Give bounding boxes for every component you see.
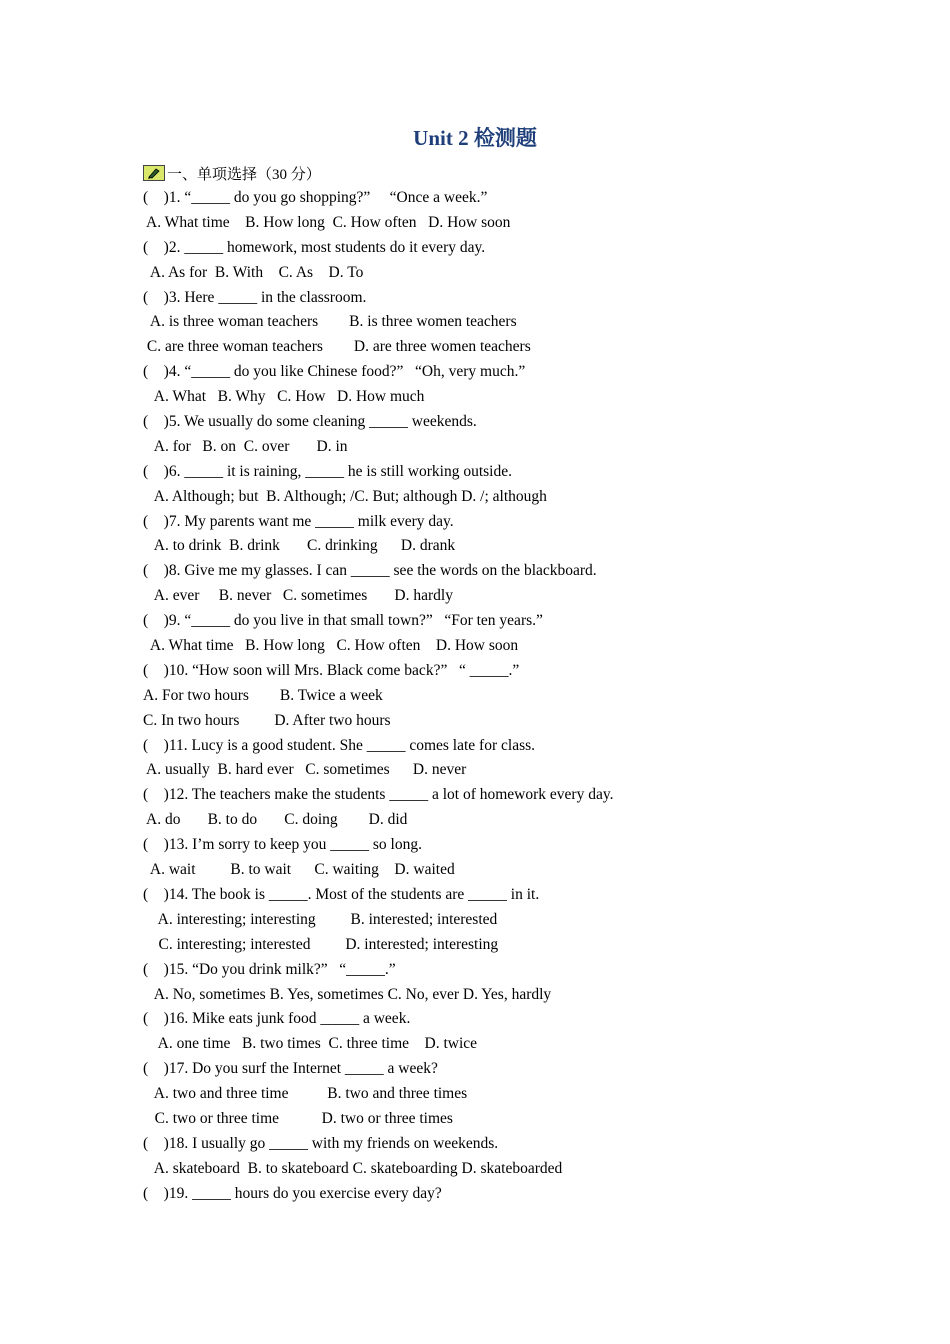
- options-line: A. What time B. How long C. How often D. How soon: [143, 213, 511, 231]
- options-line: A. do B. to do C. doing D. did: [143, 811, 408, 829]
- question-line: ( )1. “_____ do you go shopping?” “Once a week.”: [143, 189, 488, 206]
- question-line: ( )19. _____ hours do you exercise every day?: [143, 1184, 442, 1202]
- question-line: ( )11. Lucy is a good student. She _____ comes late for class.: [143, 736, 536, 754]
- options-line: A. two and three time B. two and three times: [143, 1085, 468, 1103]
- question-list: [143, 186, 863, 1207]
- section-heading: [143, 162, 321, 184]
- options-line: A. Although; but B. Although; /C. But; although D. /; although: [143, 487, 547, 505]
- question-line: ( )6. _____ it is raining, _____ he is still working outside.: [143, 462, 512, 480]
- options-line: A. wait B. to wait C. waiting D. waited: [143, 861, 455, 879]
- page-title: Unit 2 检测题: [413, 126, 537, 150]
- options-line: A. to drink B. drink C. drinking D. drank: [143, 537, 456, 555]
- options-line: C. two or three time D. two or three times: [143, 1109, 453, 1127]
- options-line: A. What time B. How long C. How often D. How soon: [143, 637, 519, 655]
- question-line: ( )12. The teachers make the students _____ a lot of homework every day.: [143, 786, 614, 804]
- question-line: ( )4. “_____ do you like Chinese food?” “Oh, very much.”: [143, 363, 526, 381]
- options-line: A. For two hours B. Twice a week: [143, 686, 383, 704]
- question-line: ( )15. “Do you drink milk?” “_____.”: [143, 960, 396, 978]
- options-line: C. In two hours D. After two hours: [143, 711, 391, 729]
- options-line: A. for B. on C. over D. in: [143, 437, 348, 455]
- options-line: A. What B. Why C. How D. How much: [143, 388, 425, 406]
- options-line: A. No, sometimes B. Yes, sometimes C. No, ever D. Yes, hardly: [143, 985, 552, 1003]
- question-line: ( )18. I usually go _____ with my friends on weekends.: [143, 1134, 499, 1152]
- options-line: A. usually B. hard ever C. sometimes D. never: [143, 761, 467, 779]
- question-line: ( )2. _____ homework, most students do it every day.: [143, 238, 486, 256]
- options-line: A. one time B. two times C. three time D. twice: [143, 1035, 478, 1053]
- question-line: ( )14. The book is _____. Most of the students are _____ in it.: [143, 885, 540, 903]
- options-line: A. is three woman teachers B. is three women teachers: [143, 313, 517, 331]
- question-line: ( )3. Here _____ in the classroom.: [143, 288, 367, 306]
- question-line: ( )7. My parents want me _____ milk every day.: [143, 512, 454, 530]
- options-line: A. ever B. never C. sometimes D. hardly: [143, 587, 453, 605]
- options-line: C. interesting; interested D. interested; interesting: [143, 935, 499, 953]
- section-label: 一、单项选择（30 分）: [167, 166, 321, 183]
- question-line: ( )9. “_____ do you live in that small town?” “For ten years.”: [143, 612, 543, 630]
- options-line: A. interesting; interesting B. interested; interested: [143, 910, 498, 928]
- question-line: ( )10. “How soon will Mrs. Black come back?” “ _____.”: [143, 661, 520, 679]
- question-line: ( )5. We usually do some cleaning _____ weekends.: [143, 413, 477, 431]
- options-line: C. are three woman teachers D. are three women teachers: [143, 338, 531, 356]
- pencil-icon: [143, 165, 165, 181]
- options-line: A. skateboard B. to skateboard C. skateboarding D. skateboarded: [143, 1159, 563, 1177]
- question-line: ( )17. Do you surf the Internet _____ a week?: [143, 1060, 438, 1078]
- question-line: ( )16. Mike eats junk food _____ a week.: [143, 1010, 411, 1028]
- question-line: ( )8. Give me my glasses. I can _____ see the words on the blackboard.: [143, 562, 597, 580]
- options-line: A. As for B. With C. As D. To: [143, 263, 364, 281]
- question-line: ( )13. I’m sorry to keep you _____ so long.: [143, 836, 422, 854]
